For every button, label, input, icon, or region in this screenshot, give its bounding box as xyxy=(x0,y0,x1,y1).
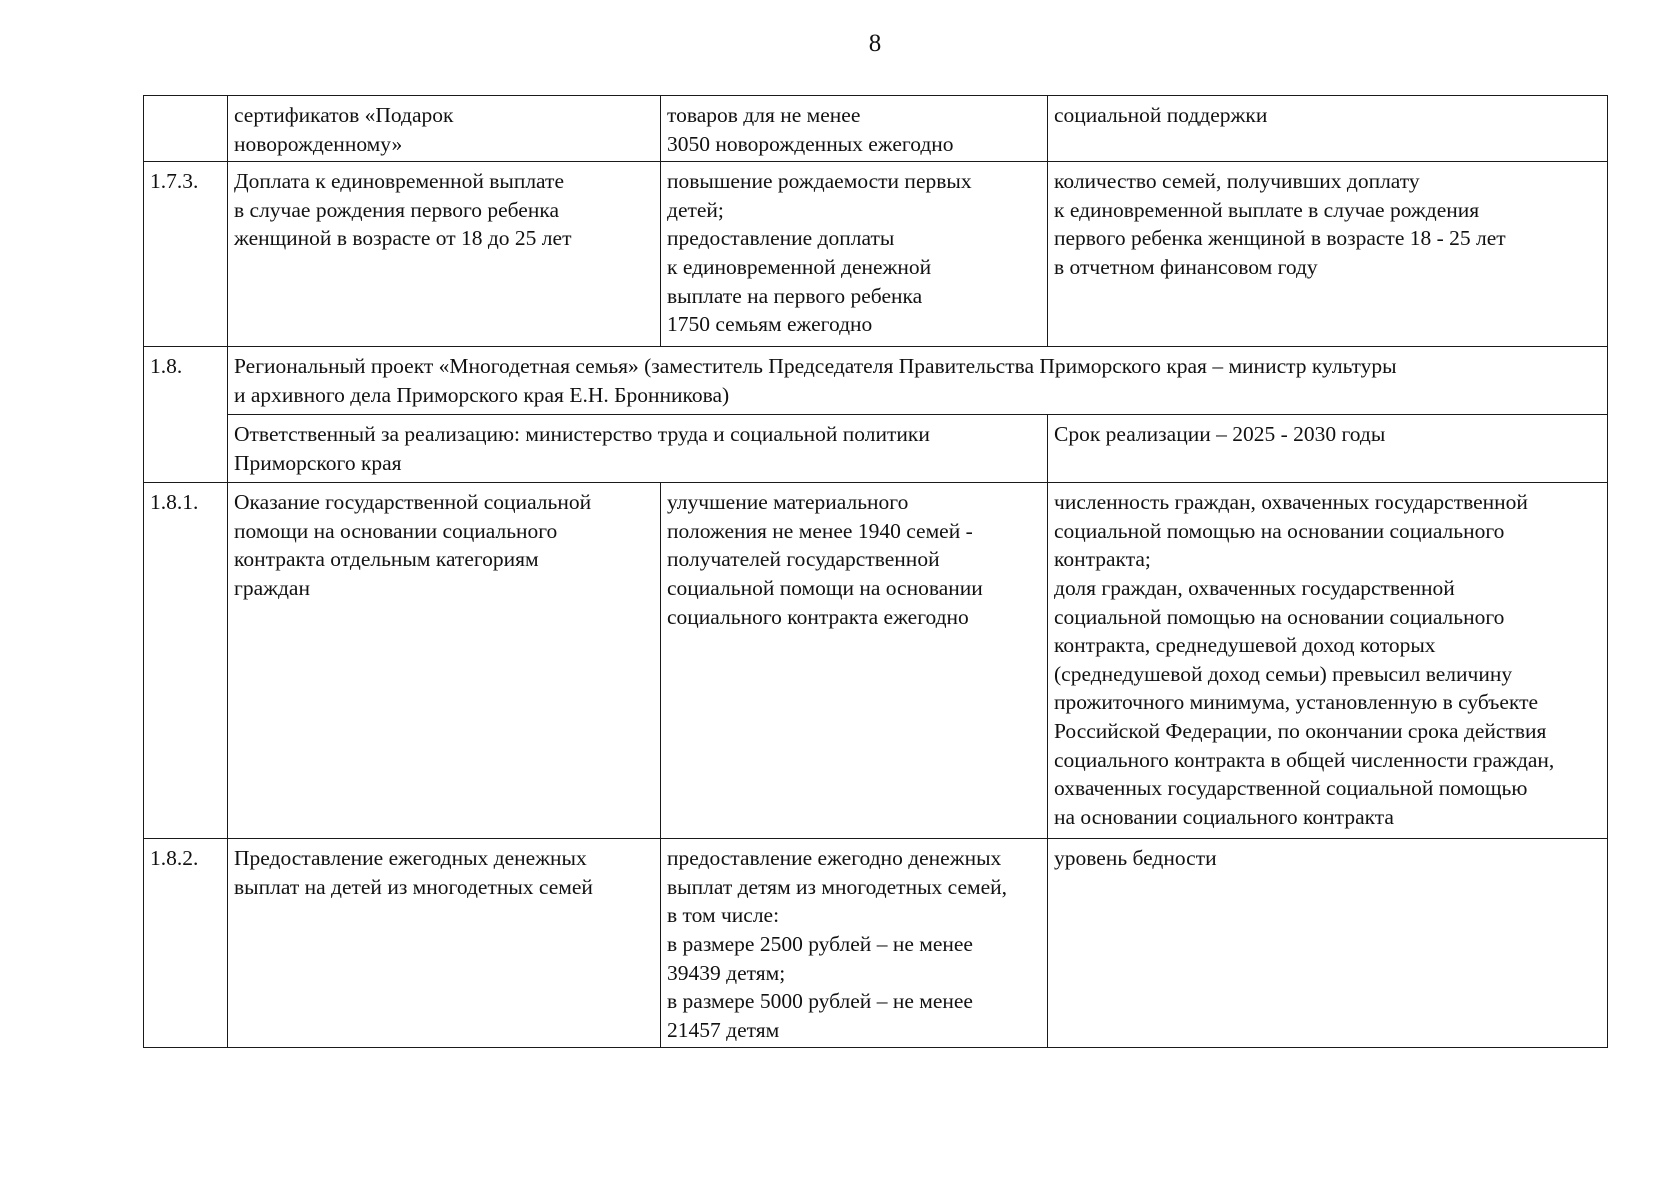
program-table xyxy=(143,95,1608,1048)
table-row xyxy=(144,839,1608,1048)
expected-result-cell: повышение рождаемости первых детей; предоставление доплаты к единовременной денежной выплате на первого ребенка 1750 семьям ежегодно xyxy=(661,162,1048,347)
activity-name-cell: Оказание государственной социальной помощи на основании социального контракта отдельным категориям граждан xyxy=(228,483,661,839)
row-number-cell: 1.7.3. xyxy=(144,162,228,347)
project-responsible-row xyxy=(144,415,1608,483)
row-number-cell xyxy=(144,96,228,162)
indicator-cell: уровень бедности xyxy=(1048,839,1608,1048)
expected-result-cell: товаров для не менее 3050 новорожденных ежегодно xyxy=(661,96,1048,162)
table-row-continuation xyxy=(144,96,1608,162)
project-title-cell: Региональный проект «Многодетная семья» (заместитель Председателя Правительства Приморского края – министр культуры и архивного дела Приморского края Е.Н. Бронникова) xyxy=(228,347,1608,415)
project-header-row xyxy=(144,347,1608,415)
activity-name-cell: Доплата к единовременной выплате в случае рождения первого ребенка женщиной в возрасте от 18 до 25 лет xyxy=(228,162,661,347)
row-number-cell: 1.8. xyxy=(144,347,228,483)
indicator-cell: социальной поддержки xyxy=(1048,96,1608,162)
table-row xyxy=(144,162,1608,347)
expected-result-cell: предоставление ежегодно денежных выплат детям из многодетных семей, в том числе: в размере 2500 рублей – не менее 39439 детям; в размере 5000 рублей – не менее 21457 детям xyxy=(661,839,1048,1048)
row-number-cell: 1.8.2. xyxy=(144,839,228,1048)
expected-result-cell: улучшение материального положения не менее 1940 семей - получателей государственной социальной помощи на основании социального контракта ежегодно xyxy=(661,483,1048,839)
responsible-cell: Ответственный за реализацию: министерство труда и социальной политики Приморского края xyxy=(228,415,1048,483)
term-cell: Срок реализации – 2025 - 2030 годы xyxy=(1048,415,1608,483)
page-number: 8 xyxy=(868,30,882,57)
indicator-cell: количество семей, получивших доплату к единовременной выплате в случае рождения первого ребенка женщиной в возрасте 18 - 25 лет в отчетном финансовом году xyxy=(1048,162,1608,347)
table-row xyxy=(144,483,1608,839)
row-number-cell: 1.8.1. xyxy=(144,483,228,839)
activity-name-cell: сертификатов «Подарок новорожденному» xyxy=(228,96,661,162)
activity-name-cell: Предоставление ежегодных денежных выплат на детей из многодетных семей xyxy=(228,839,661,1048)
indicator-cell: численность граждан, охваченных государственной социальной помощью на основании социального контракта; доля граждан, охваченных государственной социальной помощью на основании социального контракта, среднедушевой доход которых (среднедушевой доход семьи) превысил величину прожиточного минимума, установленную в субъекте Российской Федерации, по окончании срока действия социального контракта в общей численности граждан, охваченных государственной социальной помощью на основании социального контракта xyxy=(1048,483,1608,839)
